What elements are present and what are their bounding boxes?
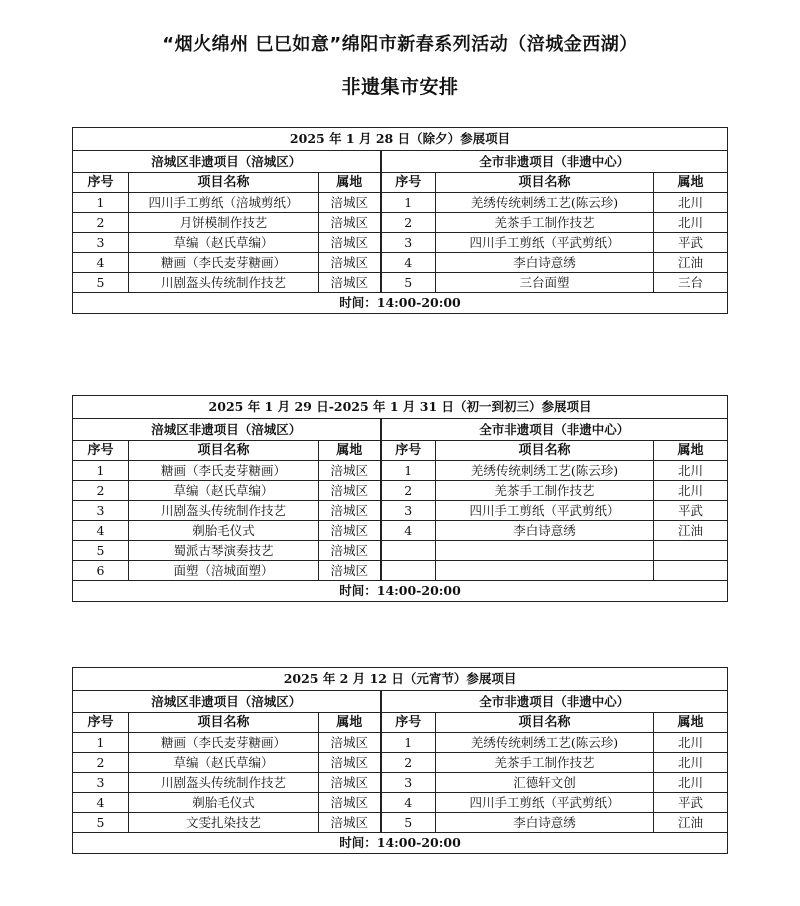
left-item-name: 草编（赵氏草编）: [129, 481, 319, 501]
left-item-no: 4: [73, 793, 129, 813]
column-header-no: 序号: [73, 713, 129, 733]
left-item-place: 涪城区: [319, 813, 381, 833]
left-item-place: 涪城区: [319, 561, 381, 581]
table-row: [73, 273, 728, 293]
right-item-place: 三台: [654, 273, 728, 293]
table-row: [73, 753, 728, 773]
column-header-place: 属地: [654, 173, 728, 193]
left-item-no: 1: [73, 461, 129, 481]
document-subtitle: 非遗集市安排: [341, 76, 459, 98]
section-time: 时间：14:00-20:00: [73, 581, 728, 602]
section-caption: 2025 年 1 月 28 日（除夕）参展项目: [73, 128, 728, 151]
left-item-place: 涪城区: [319, 253, 381, 273]
left-item-name: 蜀派古琴演奏技艺: [129, 541, 319, 561]
left-item-no: 4: [73, 521, 129, 541]
right-item-place: 北川: [654, 773, 728, 793]
left-item-name: 川剧盔头传统制作技艺: [129, 501, 319, 521]
column-header-name: 项目名称: [129, 713, 319, 733]
left-item-no: 3: [73, 773, 129, 793]
column-header-no: 序号: [73, 173, 129, 193]
right-item-name: 四川手工剪纸（平武剪纸）: [436, 501, 654, 521]
left-item-no: 1: [73, 733, 129, 753]
right-item-name: 李白诗意绣: [436, 813, 654, 833]
left-item-no: 5: [73, 273, 129, 293]
right-group-header: 全市非遗项目（非遗中心）: [381, 691, 728, 713]
table-row: [73, 561, 728, 581]
right-item-name: 汇德轩文创: [436, 773, 654, 793]
left-item-no: 2: [73, 481, 129, 501]
left-item-no: 5: [73, 541, 129, 561]
left-item-name: 草编（赵氏草编）: [129, 753, 319, 773]
table-row: [73, 521, 728, 541]
right-item-name: 羌茶手工制作技艺: [436, 753, 654, 773]
left-item-name: 草编（赵氏草编）: [129, 233, 319, 253]
right-item-name: 羌茶手工制作技艺: [436, 213, 654, 233]
table-row: [73, 501, 728, 521]
left-item-no: 2: [73, 753, 129, 773]
left-item-name: 四川手工剪纸（涪城剪纸）: [129, 193, 319, 213]
right-item-no: 4: [381, 793, 436, 813]
left-item-no: 6: [73, 561, 129, 581]
left-item-place: 涪城区: [319, 193, 381, 213]
right-item-place: 江油: [654, 253, 728, 273]
table-row: [73, 253, 728, 273]
left-item-place: 涪城区: [319, 753, 381, 773]
column-header-name: 项目名称: [129, 441, 319, 461]
column-header-no: 序号: [73, 441, 129, 461]
right-item-name: 四川手工剪纸（平武剪纸）: [436, 793, 654, 813]
right-item-no: 5: [381, 273, 436, 293]
right-item-place: 北川: [654, 733, 728, 753]
right-item-no: 4: [381, 253, 436, 273]
section-caption: 2025 年 2 月 12 日（元宵节）参展项目: [73, 668, 728, 691]
left-item-name: 川剧盔头传统制作技艺: [129, 773, 319, 793]
column-header-name: 项目名称: [129, 173, 319, 193]
column-header-place: 属地: [319, 173, 381, 193]
right-item-no: 4: [381, 521, 436, 541]
left-group-header: 涪城区非遗项目（涪城区）: [73, 419, 381, 441]
right-item-name: 羌绣传统刺绣工艺(陈云珍): [436, 193, 654, 213]
schedule-table-section-2: [72, 395, 728, 602]
section-time: 时间：14:00-20:00: [73, 833, 728, 854]
right-item-name: 羌绣传统刺绣工艺(陈云珍): [436, 733, 654, 753]
right-item-name: 羌绣传统刺绣工艺(陈云珍): [436, 461, 654, 481]
left-item-name: 月饼模制作技艺: [129, 213, 319, 233]
right-item-name: 李白诗意绣: [436, 253, 654, 273]
right-item-name: 李白诗意绣: [436, 521, 654, 541]
right-item-no: 2: [381, 481, 436, 501]
right-item-place: 北川: [654, 753, 728, 773]
right-item-place: 平武: [654, 233, 728, 253]
left-item-no: 3: [73, 501, 129, 521]
right-item-place: 江油: [654, 521, 728, 541]
left-group-header: 涪城区非遗项目（涪城区）: [73, 691, 381, 713]
right-item-no: 5: [381, 813, 436, 833]
left-item-name: 糖画（李氏麦芽糖画）: [129, 461, 319, 481]
right-item-place: 北川: [654, 213, 728, 233]
left-item-name: 糖画（李氏麦芽糖画）: [129, 733, 319, 753]
left-item-place: 涪城区: [319, 521, 381, 541]
column-header-place: 属地: [319, 441, 381, 461]
right-item-place: 平武: [654, 793, 728, 813]
left-item-name: 糖画（李氏麦芽糖画）: [129, 253, 319, 273]
right-item-no: 1: [381, 461, 436, 481]
right-item-name: [436, 541, 654, 561]
section-time: 时间：14:00-20:00: [73, 293, 728, 314]
table-row: [73, 773, 728, 793]
right-item-place: 平武: [654, 501, 728, 521]
table-row: [73, 233, 728, 253]
right-item-no: 2: [381, 753, 436, 773]
left-item-no: 2: [73, 213, 129, 233]
table-row: [73, 541, 728, 561]
right-item-name: 四川手工剪纸（平武剪纸）: [436, 233, 654, 253]
left-item-place: 涪城区: [319, 461, 381, 481]
right-item-no: [381, 561, 436, 581]
left-item-place: 涪城区: [319, 733, 381, 753]
column-header-place: 属地: [654, 441, 728, 461]
right-item-no: 3: [381, 501, 436, 521]
left-item-place: 涪城区: [319, 541, 381, 561]
left-item-no: 4: [73, 253, 129, 273]
section-caption: 2025 年 1 月 29 日-2025 年 1 月 31 日（初一到初三）参展项目: [73, 396, 728, 419]
table-row: [73, 813, 728, 833]
right-item-place: 北川: [654, 481, 728, 501]
column-header-place: 属地: [319, 713, 381, 733]
right-item-place: 江油: [654, 813, 728, 833]
right-item-no: 3: [381, 773, 436, 793]
right-item-place: 北川: [654, 461, 728, 481]
right-item-no: 1: [381, 193, 436, 213]
left-item-name: 川剧盔头传统制作技艺: [129, 273, 319, 293]
column-header-name: 项目名称: [436, 713, 654, 733]
right-item-no: 3: [381, 233, 436, 253]
left-item-name: 剃胎毛仪式: [129, 793, 319, 813]
left-item-place: 涪城区: [319, 233, 381, 253]
schedule-table-section-1: [72, 127, 728, 314]
right-item-name: 三台面塑: [436, 273, 654, 293]
table-row: [73, 793, 728, 813]
left-item-place: 涪城区: [319, 481, 381, 501]
column-header-name: 项目名称: [436, 441, 654, 461]
left-item-no: 5: [73, 813, 129, 833]
right-item-place: [654, 561, 728, 581]
left-item-place: 涪城区: [319, 501, 381, 521]
left-item-place: 涪城区: [319, 213, 381, 233]
left-item-name: 面塑（涪城面塑）: [129, 561, 319, 581]
table-row: [73, 733, 728, 753]
right-item-name: [436, 561, 654, 581]
column-header-no: 序号: [381, 173, 436, 193]
right-item-name: 羌茶手工制作技艺: [436, 481, 654, 501]
column-header-name: 项目名称: [436, 173, 654, 193]
left-item-no: 3: [73, 233, 129, 253]
left-item-name: 剃胎毛仪式: [129, 521, 319, 541]
schedule-table-section-3: [72, 667, 728, 854]
left-group-header: 涪城区非遗项目（涪城区）: [73, 151, 381, 173]
column-header-no: 序号: [381, 713, 436, 733]
table-row: [73, 461, 728, 481]
right-item-place: 北川: [654, 193, 728, 213]
right-item-place: [654, 541, 728, 561]
table-row: [73, 213, 728, 233]
left-item-place: 涪城区: [319, 793, 381, 813]
left-item-name: 文雯扎染技艺: [129, 813, 319, 833]
table-row: [73, 193, 728, 213]
right-item-no: 2: [381, 213, 436, 233]
document-title: “烟火绵州 巳巳如意”绵阳市新春系列活动（涪城金西湖）: [162, 34, 638, 55]
left-item-no: 1: [73, 193, 129, 213]
left-item-place: 涪城区: [319, 273, 381, 293]
column-header-place: 属地: [654, 713, 728, 733]
table-row: [73, 481, 728, 501]
right-item-no: 1: [381, 733, 436, 753]
right-group-header: 全市非遗项目（非遗中心）: [381, 151, 728, 173]
column-header-no: 序号: [381, 441, 436, 461]
right-group-header: 全市非遗项目（非遗中心）: [381, 419, 728, 441]
left-item-place: 涪城区: [319, 773, 381, 793]
right-item-no: [381, 541, 436, 561]
